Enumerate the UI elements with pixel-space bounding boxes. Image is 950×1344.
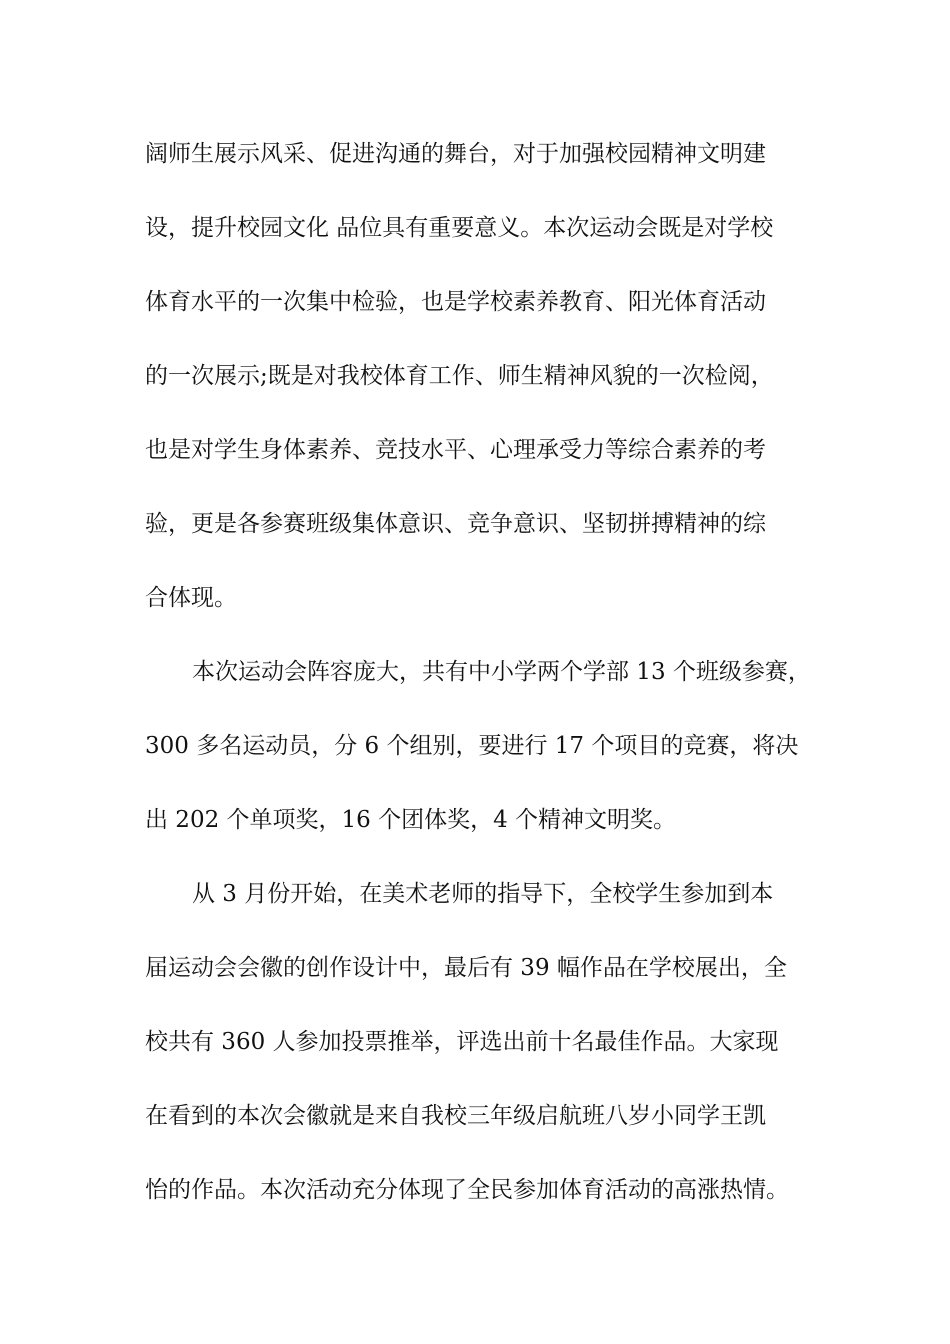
text-line: 设，提升校园文化 品位具有重要意义。本次运动会既是对学校 xyxy=(145,215,774,241)
text-line: 届运动会会徽的创作设计中，最后有 39 幅作品在学校展出，全 xyxy=(145,955,787,981)
text-line-indented: 从 3 月份开始，在美术老师的指导下，全校学生参加到本 xyxy=(192,881,774,907)
text-line: 校共有 360 人参加投票推举，评选出前十名最佳作品。大家现 xyxy=(145,1029,779,1055)
text-line: 阔师生展示风采、促进沟通的舞台，对于加强校园精神文明建 xyxy=(145,141,766,167)
text-line-indented: 本次运动会阵容庞大，共有中小学两个学部 13 个班级参赛， xyxy=(192,659,811,685)
document-body xyxy=(145,132,815,1242)
text-line: 怡的作品。本次活动充分体现了全民参加体育活动的高涨热情。 xyxy=(145,1177,789,1203)
text-line: 体育水平的一次集中检验，也是学校素养教育、阳光体育活动 xyxy=(145,289,766,315)
text-line: 出 202 个单项奖，16 个团体奖，4 个精神文明奖。 xyxy=(145,807,677,833)
text-line: 验，更是各参赛班级集体意识、竞争意识、坚韧拼搏精神的综 xyxy=(145,511,766,537)
text-line: 的一次展示;既是对我校体育工作、师生精神风貌的一次检阅， xyxy=(145,363,774,389)
paragraph-1 xyxy=(145,132,815,650)
paragraph-2 xyxy=(145,650,815,872)
text-line: 在看到的本次会徽就是来自我校三年级启航班八岁小同学王凯 xyxy=(145,1103,766,1129)
text-line: 也是对学生身体素养、竞技水平、心理承受力等综合素养的考 xyxy=(145,437,766,463)
text-line: 合体现。 xyxy=(145,585,237,611)
text-line: 300 多名运动员，分 6 个组别，要进行 17 个项目的竞赛，将决 xyxy=(145,733,799,759)
paragraph-3 xyxy=(145,872,815,1242)
